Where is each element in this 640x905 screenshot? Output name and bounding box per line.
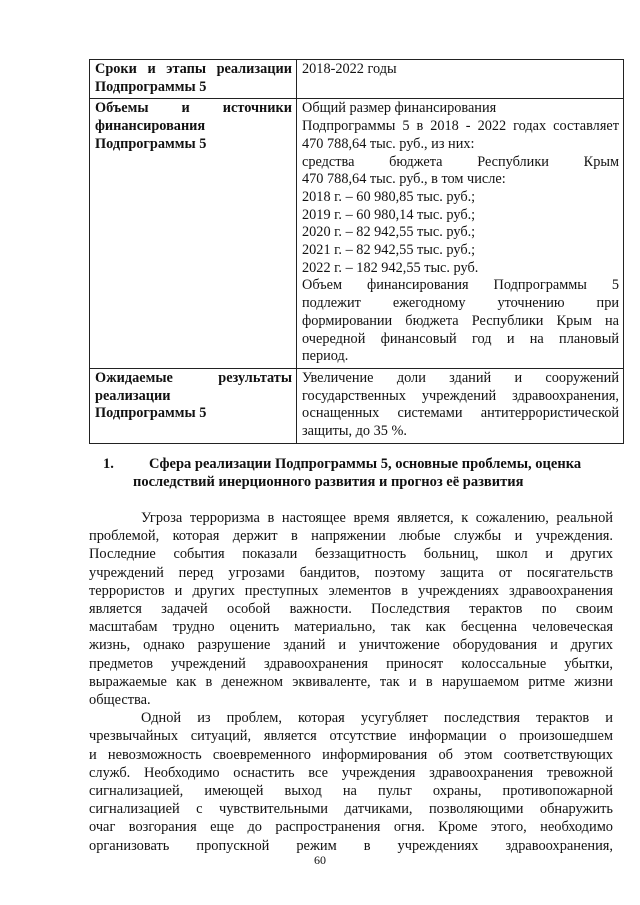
row-value-line: очередной финансовый год и на плановый xyxy=(302,330,619,347)
row-value-line: Увеличение доли зданий и сооружений xyxy=(302,369,619,386)
paragraph-line: Последние события показали беззащитность больниц, школ и других xyxy=(89,546,613,563)
row-value-line: государственных учреждений здравоохранения, xyxy=(302,387,619,404)
row-value xyxy=(297,368,624,443)
row-value-line: 2018-2022 годы xyxy=(302,61,397,77)
row-label-line: Сроки и этапы реализации xyxy=(95,61,292,77)
row-value-line: средства бюджета Республики Крым xyxy=(302,153,619,170)
row-label-line: финансирования xyxy=(95,118,206,135)
paragraph-line: чрезвычайных ситуаций, является отсутствие информации о произошедшем xyxy=(89,728,613,745)
row-label-line: Объемы и источники xyxy=(95,100,292,117)
paragraph-line: сигнализацией с чувствительными датчиками, позволяющими обнаружить xyxy=(89,801,613,818)
paragraph-line: и невозможность своевременного информирования об этом соответствующих xyxy=(89,746,613,763)
row-value-line: формировании бюджета Республики Крым на xyxy=(302,312,619,329)
row-label-line: реализации xyxy=(95,387,171,404)
paragraph-line: организовать пропускной режим в учреждениях здравоохранения, xyxy=(89,837,613,854)
paragraph-line: Одной из проблем, которая усугубляет последствия терактов и xyxy=(141,710,613,727)
row-label-line: Подпрограммы 5 xyxy=(95,78,207,95)
row-label xyxy=(90,99,297,369)
row-value xyxy=(297,60,624,99)
paragraph-line: предметов учреждений здравоохранения приносят колоссальные убытки, xyxy=(89,655,613,672)
row-value-line: 2019 г. – 60 980,14 тыс. руб.; xyxy=(302,206,476,223)
row-value-line: защиты, до 35 %. xyxy=(302,423,408,440)
row-value-line: 2021 г. – 82 942,55 тыс. руб.; xyxy=(302,242,476,259)
table-row xyxy=(90,99,624,369)
row-label xyxy=(90,368,297,443)
subprogram-passport-table xyxy=(89,59,624,444)
row-label-line: Ожидаемые результаты xyxy=(95,369,292,386)
row-value-line: 2018 г. – 60 980,85 тыс. руб.; xyxy=(302,188,476,205)
row-value-line: 470 788,64 тыс. руб., в том числе: xyxy=(302,171,506,188)
row-label-line: Подпрограммы 5 xyxy=(95,405,207,422)
row-value-line: 2020 г. – 82 942,55 тыс. руб.; xyxy=(302,224,476,241)
paragraph-line: масштабам трудно оценить материально, так как бесценна человеческая xyxy=(89,619,613,636)
paragraph-line: служб. Необходимо оснастить все учреждения здравоохранения тревожной xyxy=(89,764,613,781)
section-number: 1. xyxy=(103,456,114,472)
row-value-line: период. xyxy=(302,348,349,365)
row-value-line: 470 788,64 тыс. руб., из них: xyxy=(302,135,475,152)
body-text xyxy=(89,509,613,855)
paragraph-line: очаг возгорания еще до распространения огня. Кроме этого, необходимо xyxy=(89,819,613,836)
row-value xyxy=(297,99,624,369)
row-value-line: Подпрограммы 5 в 2018 - 2022 годах составляет xyxy=(302,118,619,135)
row-label-line: Подпрограммы 5 xyxy=(95,135,207,152)
paragraph-line: общества. xyxy=(89,692,151,709)
row-value-line: Общий размер финансирования xyxy=(302,100,497,117)
table-row xyxy=(90,368,624,443)
paragraph-line: Угроза терроризма в настоящее время является, к сожалению, реальной xyxy=(141,510,613,526)
row-value-line: подлежит ежегодному уточнению при xyxy=(302,295,619,312)
row-value-line: 2022 г. – 182 942,55 тыс. руб. xyxy=(302,259,479,276)
paragraph-line: проблемой, которая держит в напряжении любые службы и учреждения. xyxy=(89,528,613,545)
paragraph-line: учреждений перед угрозами бандитов, поэтому защита от посягательств xyxy=(89,564,613,581)
paragraph-line: террористов и других преступных элементов в учреждениях здравоохранения xyxy=(89,582,613,599)
row-value-line: оснащенных системами антитеррористической xyxy=(302,405,619,422)
paragraph xyxy=(89,509,613,709)
paragraph-line: является задачей особой важности. Последствия терактов по своим xyxy=(89,601,613,618)
row-label xyxy=(90,60,297,99)
section-title-line-2: последствий инерционного развития и прогноз её развития xyxy=(133,474,524,490)
section-title-line-1: Сфера реализации Подпрограммы 5, основные проблемы, оценка xyxy=(149,456,582,472)
paragraph-line: выражаемые как в денежном эквиваленте, так и в нарушаемом ритме жизни xyxy=(89,673,613,690)
paragraph-line: сигнализацией, имеющей выход на пульт охраны, противопожарной xyxy=(89,783,613,800)
table-row xyxy=(90,60,624,99)
row-value-line: Объем финансирования Подпрограммы 5 xyxy=(302,277,619,294)
paragraph-line: жизнь, однако разрушение зданий и уничтожение оборудования и других xyxy=(89,637,613,654)
page-number: 60 xyxy=(314,853,326,867)
paragraph xyxy=(89,709,613,855)
